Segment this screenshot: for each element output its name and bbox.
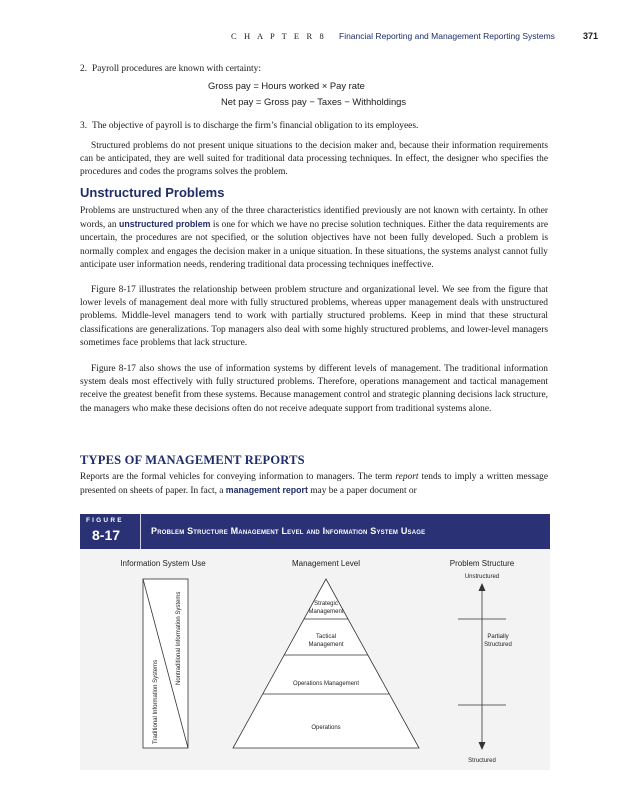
list-item-2 xyxy=(80,63,548,76)
level-operations: Operations xyxy=(311,725,341,731)
chapter-label: C H A P T E R 8 xyxy=(231,31,327,41)
text-run: Problems are unstructured when any of the three characteristics identified previously are not known with certainty. In other words, an xyxy=(80,206,548,231)
label-structured: Structured xyxy=(468,758,496,764)
figure-word: FIGURE xyxy=(86,517,124,524)
running-title: Financial Reporting and Management Reporting Systems xyxy=(339,31,555,41)
list-item-number: 2. xyxy=(80,64,88,74)
emphasis-report: report xyxy=(395,472,419,482)
level-tactical-2: Management xyxy=(308,642,344,648)
key-term-unstructured-problem: unstructured problem xyxy=(118,219,211,230)
label-unstructured: Unstructured xyxy=(464,574,500,580)
list-item-text: Payroll procedures are known with certainty: xyxy=(92,64,261,74)
figure-number: 8-17 xyxy=(92,527,121,543)
section-heading-reports: TYPES OF MANAGEMENT REPORTS xyxy=(80,453,305,467)
information-system-use-diagram xyxy=(143,579,188,748)
text-run: Reports are the formal vehicles for conveying information to managers. The term xyxy=(80,472,396,482)
arrow-up-icon xyxy=(479,583,486,591)
label-partially-structured: Structured xyxy=(484,642,512,648)
column-header-management-level: Management Level xyxy=(291,559,361,568)
text-run: tends to imply a written message presented on sheets of paper. In fact, a xyxy=(80,472,549,497)
paragraph-reports-1 xyxy=(80,471,548,498)
list-item-3 xyxy=(80,120,548,133)
text-run: may be a paper document or xyxy=(307,486,417,497)
label-traditional-systems: Traditional Information Systems xyxy=(153,659,159,744)
label-partially: Partially xyxy=(487,634,509,640)
list-item-text: The objective of payroll is to discharge the firm’s financial obligation to its employees. xyxy=(92,121,419,131)
equation-net-pay: Net pay = Gross pay − Taxes − Withholdings xyxy=(221,96,407,107)
column-header-information-system-use: Information System Use xyxy=(120,559,206,568)
problem-structure-axis xyxy=(458,574,512,764)
running-header xyxy=(0,31,639,45)
level-strategic-2: Management xyxy=(308,609,344,615)
figure-diagram xyxy=(80,549,550,770)
column-header-problem-structure: Problem Structure xyxy=(449,559,515,568)
level-tactical: Tactical xyxy=(315,634,337,640)
figure-title: Problem Structure Management Level and Information System Usage xyxy=(151,526,426,536)
paragraph-unstructured-3: Figure 8-17 also shows the use of information systems by different levels of management. The traditional information system deals most effectively with fully structured problems. Therefore, operations management and tactical management receive the greatest benefit from these systems. Because management control and strategic planning decisions lack structure, the managers who make these decisions often do not receive adequate support from traditional systems alone. xyxy=(80,364,548,414)
text-run: is one for which we have no precise solution techniques. Either the data requirements are uncertain, the procedures are not specified, or the solution objectives have not been fully developed. Such a problem is normally complex and engages the decision maker in a unique situation. In these situations, the systems analyst cannot fully anticipate user information needs, rendering traditional data processing techniques ineffective. xyxy=(80,220,549,270)
page-number: 371 xyxy=(583,31,599,41)
level-strategic: Strategic xyxy=(314,601,338,607)
arrow-down-icon xyxy=(479,742,486,750)
section-heading-unstructured: Unstructured Problems xyxy=(80,185,225,200)
paragraph-unstructured-2: Figure 8-17 illustrates the relationship between problem structure and organizational level. We see from the figure that lower levels of management deal more with fully structured problems, whereas upper management deals with unstructured problems. Middle-level managers tend to work with partially structured problems. Keep in mind that these structural classifications are generalizations. Top managers also deal with some highly structured problems, and lower-level managers sometimes face problems that lack structure. xyxy=(80,285,548,348)
paragraph-structured: Structured problems do not present unique situations to the decision maker and, because their information requirements can be anticipated, they are well suited for traditional data processing techniques. In effect, the designer who specifies the procedures and codes the programs solves the problem. xyxy=(80,141,548,178)
paragraph-unstructured-1 xyxy=(80,205,548,272)
management-pyramid xyxy=(233,579,419,748)
label-nontraditional-systems: Nontraditional Information Systems xyxy=(176,591,182,685)
list-item-number: 3. xyxy=(80,121,88,131)
key-term-management-report: management report xyxy=(225,485,308,496)
level-operations-management: Operations Management xyxy=(292,681,360,687)
equation-gross-pay: Gross pay = Hours worked × Pay rate xyxy=(208,80,365,91)
